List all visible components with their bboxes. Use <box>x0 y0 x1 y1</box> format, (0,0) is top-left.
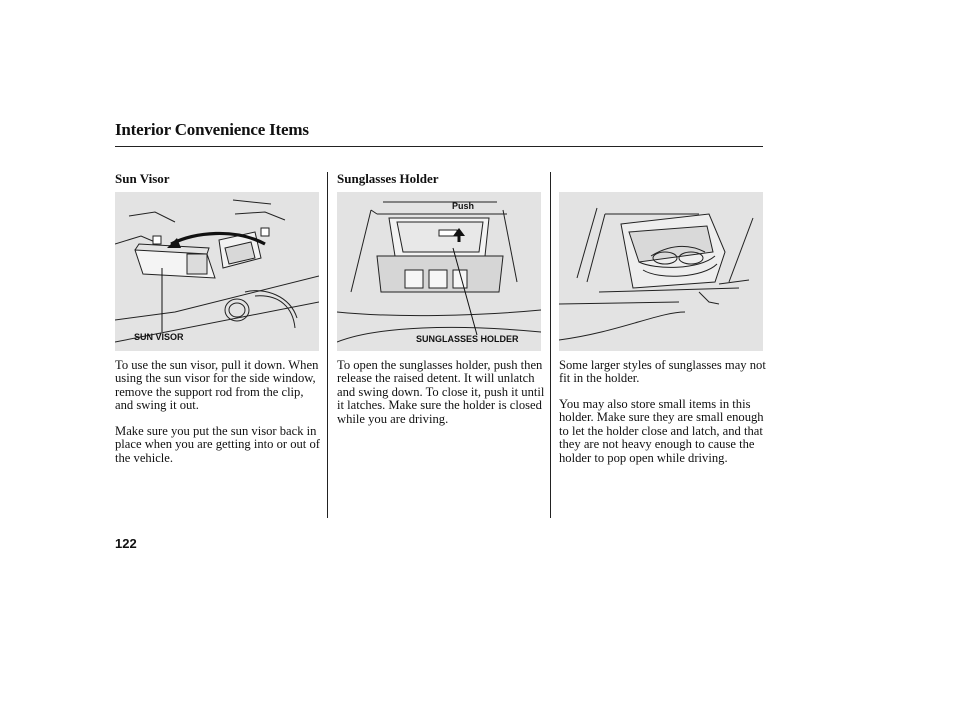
push-label: Push <box>452 201 475 211</box>
title-rule <box>115 146 763 147</box>
column-divider-1 <box>327 172 328 518</box>
holder-notes-text-1: Some larger styles of sunglasses may not fit in the holder. <box>559 358 766 386</box>
holder-notes-text-2: You may also store small items in this holder. Make sure they are small enough to let the holder close and latch, and that they are not heavy enough to cause the holder to pop open while driving. <box>559 397 764 465</box>
sun-visor-text-2: Make sure you put the sun visor back in place when you are getting into or out of the vehicle. <box>115 424 320 465</box>
sun-visor-heading: Sun Visor <box>115 171 170 186</box>
sun-visor-text-1: To use the sun visor, pull it down. When using the sun visor for the side window, remove the support rod from the clip, and swing it out. <box>115 358 319 413</box>
page-number: 122 <box>115 536 137 551</box>
page-title: Interior Convenience Items <box>115 120 309 139</box>
sun-visor-figure-label: SUN VISOR <box>134 332 184 342</box>
sunglasses-holder-figure <box>337 192 541 351</box>
holder-open-figure <box>559 192 763 351</box>
holder-open-illustration <box>559 192 763 351</box>
sun-visor-illustration <box>115 192 319 351</box>
sunglasses-holder-figure-label: SUNGLASSES HOLDER <box>416 334 519 344</box>
sunglasses-holder-text-1: To open the sunglasses holder, push then release the raised detent. It will unlatch and swing down. To close it, push it until it latches. Make sure the holder is closed while you are driving. <box>337 358 545 426</box>
sunglasses-holder-illustration <box>337 192 541 351</box>
column-divider-2 <box>550 172 551 518</box>
sun-visor-figure <box>115 192 319 351</box>
sunglasses-holder-heading: Sunglasses Holder <box>337 171 439 186</box>
